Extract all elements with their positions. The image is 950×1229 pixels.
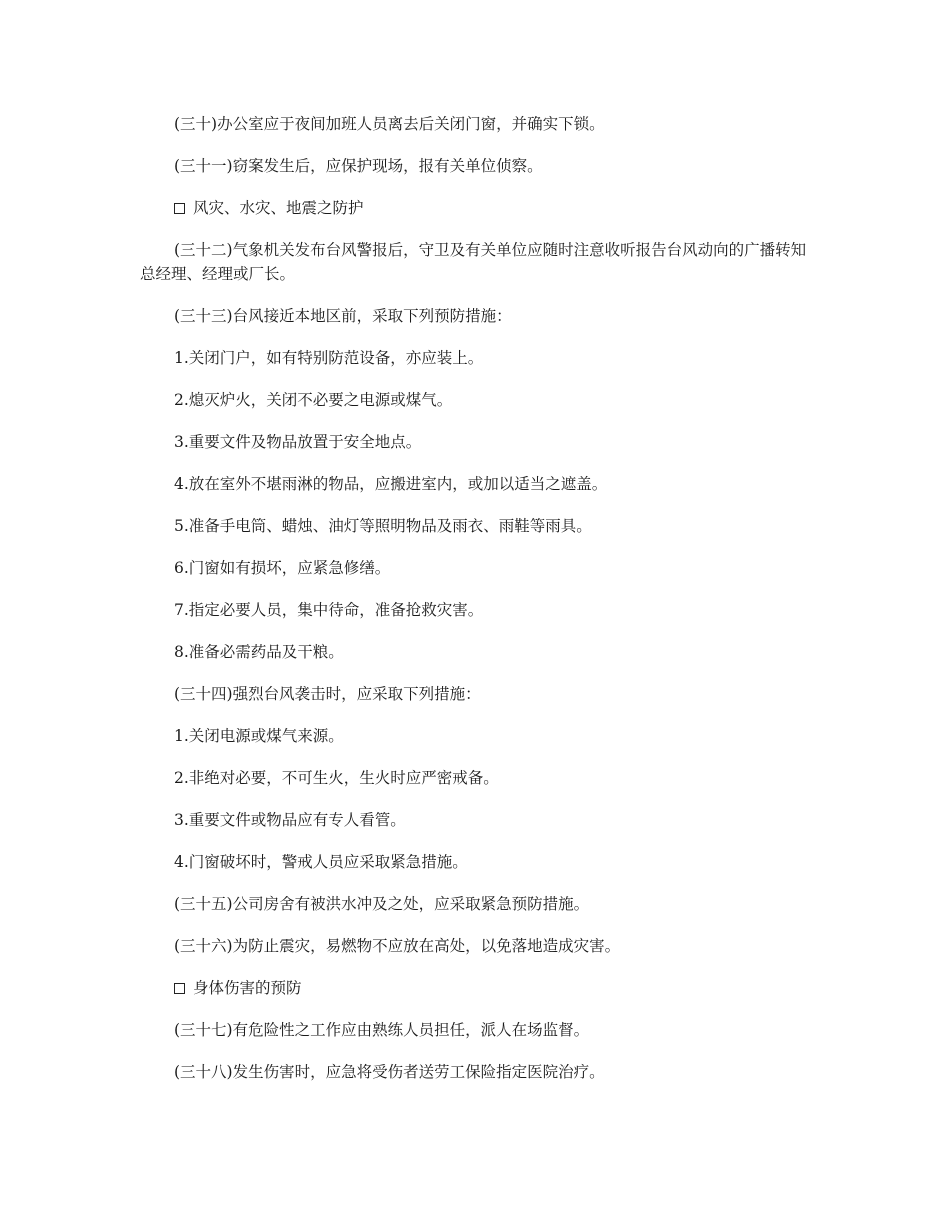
paragraph-31: (三十一)窃案发生后，应保护现场，报有关单位侦察。 [174,157,543,175]
paragraph-35: (三十五)公司房舍有被洪水冲及之处，应采取紧急预防措施。 [174,895,590,913]
list-item: 1.关闭电源或煤气来源。 [174,727,344,745]
list-item: 7.指定必要人员，集中待命，准备抢救灾害。 [174,601,484,619]
paragraph-30: (三十)办公室应于夜间加班人员离去后关闭门窗，并确实下锁。 [174,115,605,133]
list-item: 2.非绝对必要，不可生火，生火时应严密戒备。 [174,769,499,787]
section-heading-text: 风灾、水灾、地震之防护 [193,199,364,217]
list-item: 2.熄灭炉火，关闭不必要之电源或煤气。 [174,391,453,409]
checkbox-square-icon [174,203,185,214]
list-item: 3.重要文件或物品应有专人看管。 [174,811,406,829]
checkbox-square-icon [174,983,185,994]
paragraph-36: (三十六)为防止震灾，易燃物不应放在高处，以免落地造成灾害。 [174,937,621,955]
document-body [140,112,820,1102]
section-heading-text: 身体伤害的预防 [193,979,302,997]
list-item: 6.门窗如有损坏，应紧急修缮。 [174,559,391,577]
paragraph-33: (三十三)台风接近本地区前，采取下列预防措施： [174,307,512,325]
list-item: 4.放在室外不堪雨淋的物品，应搬进室内，或加以适当之遮盖。 [174,475,608,493]
paragraph-37: (三十七)有危险性之工作应由熟练人员担任，派人在场监督。 [174,1021,590,1039]
list-item: 8.准备必需药品及干粮。 [174,643,344,661]
paragraph-38: (三十八)发生伤害时，应急将受伤者送劳工保险指定医院治疗。 [174,1063,605,1081]
list-item: 4.门窗破坏时，警戒人员应采取紧急措施。 [174,853,468,871]
paragraph-34: (三十四)强烈台风袭击时，应采取下列措施： [174,685,481,703]
list-item: 1.关闭门户，如有特别防范设备，亦应装上。 [174,349,484,367]
section-heading-injury [140,976,820,1000]
paragraph-32: (三十二)气象机关发布台风警报后，守卫及有关单位应随时注意收听报告台风动向的广播转知总经理、经理或厂长。 [140,241,807,283]
list-item: 3.重要文件及物品放置于安全地点。 [174,433,422,451]
list-item: 5.准备手电筒、蜡烛、油灯等照明物品及雨衣、雨鞋等雨具。 [174,517,592,535]
section-heading-disaster [140,196,820,220]
